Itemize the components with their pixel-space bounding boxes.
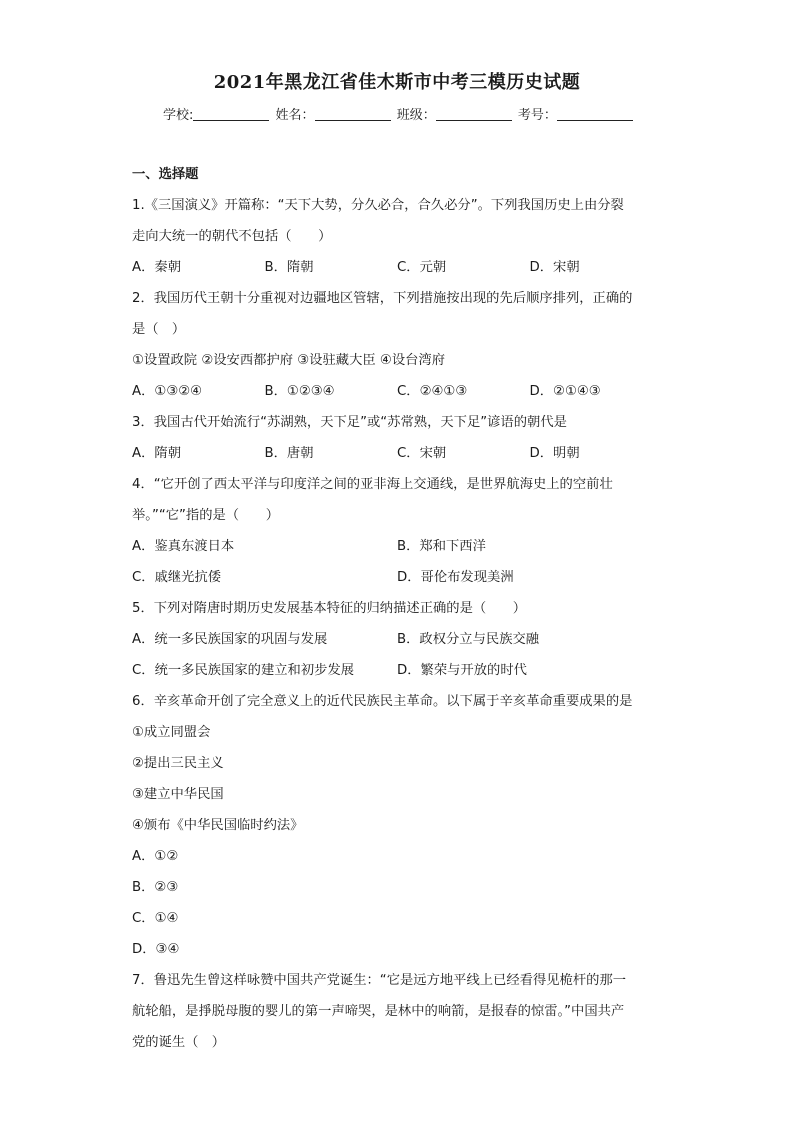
q6-text-line-1: 6．辛亥革命开创了完全意义上的近代民族民主革命。以下属于辛亥革命重要成果的是: [132, 694, 633, 709]
q5-option-d: D．繁荣与开放的时代: [397, 663, 527, 678]
q2-option-d: D．②①④③: [529, 384, 601, 399]
q7-text-line-1: 7．鲁迅先生曾这样咏赞中国共产党诞生：“它是远方地平线上已经看得见桅杆的那一: [132, 973, 627, 988]
q6-item-4: ④颁布《中华民国临时约法》: [132, 818, 304, 833]
q1-option-c: C．元朝: [397, 260, 447, 275]
q3-text-line-1: 3．我国古代开始流行“苏湖熟，天下足”或“苏常熟，天下足”谚语的朝代是: [132, 415, 567, 430]
q5-options-row-2: [132, 662, 662, 693]
q2-items: ①设置政院 ②设安西都护府 ③设驻藏大臣 ④设台湾府: [132, 353, 446, 368]
q3-option-a: A．隋朝: [132, 446, 181, 461]
q4-option-b: B．郑和下西洋: [397, 539, 486, 554]
student-info-line: [163, 104, 635, 123]
exam-number-blank: [557, 107, 633, 121]
q6-item-2: ②提出三民主义: [132, 756, 224, 771]
school-blank: [193, 107, 269, 121]
q1-option-d: D．宋朝: [529, 260, 580, 275]
q4-option-c: C．戚继光抗倭: [132, 570, 222, 585]
q7-text-line-2: 航轮船，是掙脱母腹的婴儿的第一声啼哭，是林中的响箭，是报春的惊雷。”中国共产: [132, 1004, 625, 1019]
q1-text-line-1: 1.《三国演义》开篇称：“天下大势，分久必合，合久必分”。下列我国历史上由分裂: [132, 198, 624, 213]
q2-text-line-2: 是（ ）: [132, 322, 186, 337]
q5-option-a: A．统一多民族国家的巩固与发展: [132, 632, 328, 647]
q4-text-line-1: 4．“它开创了西太平洋与印度洋之间的亚非海上交通线，是世界航海史上的空前壮: [132, 477, 613, 492]
q1-option-a: A．秦朝: [132, 260, 181, 275]
class-blank: [436, 107, 512, 121]
q6-option-c: C．①④: [132, 911, 179, 926]
q5-options-row-1: [132, 631, 662, 662]
q6-item-3: ③建立中华民国: [132, 787, 224, 802]
q2-text-line-1: 2．我国历代王朝十分重视对边疆地区管辖，下列措施按出现的先后顺序排列，正确的: [132, 291, 633, 306]
q5-option-b: B．政权分立与民族交融: [397, 632, 540, 647]
q4-option-d: D．哥伦布发现美洲: [397, 570, 514, 585]
q1-options: [132, 259, 662, 290]
q6-item-1: ①成立同盟会: [132, 725, 211, 740]
q4-options-row-2: [132, 569, 662, 600]
name-label: 姓名：: [275, 108, 315, 123]
q4-option-a: A．鉴真东渡日本: [132, 539, 235, 554]
q7-text-line-3: 党的诞生（ ）: [132, 1035, 226, 1050]
name-blank: [315, 107, 391, 121]
q4-options-row-1: [132, 538, 662, 569]
q3-options: [132, 445, 662, 476]
q1-option-b: B．隋朝: [264, 260, 314, 275]
q2-options: [132, 383, 662, 414]
school-label: 学校:: [163, 108, 194, 123]
exam-number-label: 考号：: [517, 108, 557, 123]
q6-option-d: D．③④: [132, 942, 180, 957]
q2-option-b: B．①②③④: [264, 384, 335, 399]
q3-option-c: C．宋朝: [397, 446, 447, 461]
q2-option-c: C．②④①③: [397, 384, 468, 399]
q3-option-b: B．唐朝: [264, 446, 314, 461]
section-title: 一、选择题: [132, 167, 199, 182]
q6-option-b: B．②③: [132, 880, 179, 895]
exam-title: 2021年黑龙江省佳木斯市中考三模历史试题: [213, 72, 581, 93]
q4-text-line-2: 举。”“它”指的是（ ）: [132, 508, 279, 523]
question-content: [132, 166, 662, 1065]
q2-option-a: A．①③②④: [132, 384, 203, 399]
q6-option-a: A．①②: [132, 849, 179, 864]
q5-option-c: C．统一多民族国家的建立和初步发展: [132, 663, 355, 678]
class-label: 班级：: [396, 108, 436, 123]
q5-text-line-1: 5．下列对隋唐时期历史发展基本特征的归纳描述正确的是（ ）: [132, 601, 527, 616]
q3-option-d: D．明朝: [529, 446, 580, 461]
q1-text-line-2: 走向大统一的朝代不包括（ ）: [132, 229, 332, 244]
